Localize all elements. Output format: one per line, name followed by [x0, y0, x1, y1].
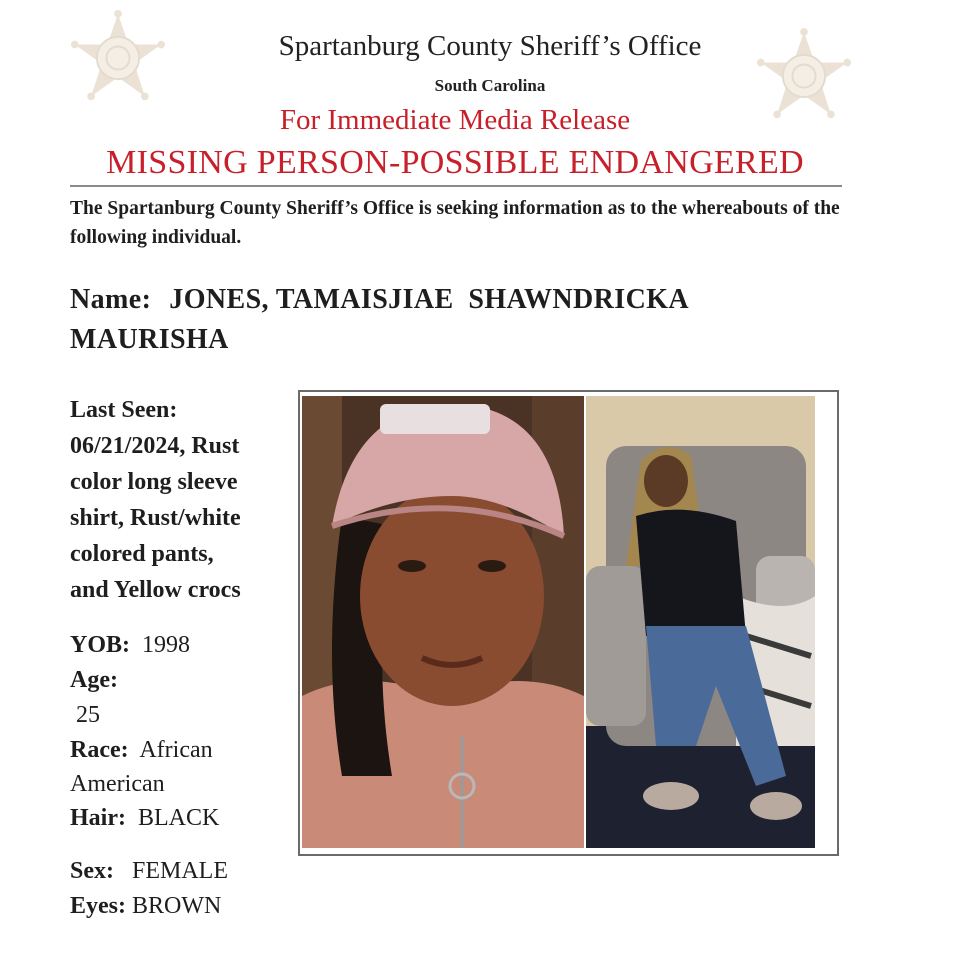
sex-value: FEMALE: [132, 858, 228, 884]
state-subtitle: South Carolina: [434, 76, 546, 95]
age-value: 25: [76, 702, 100, 728]
person-details: [70, 392, 300, 924]
alert-title: MISSING PERSON-POSSIBLE ENDANGERED: [106, 144, 804, 181]
hair-value: BLACK: [137, 805, 220, 831]
photo-frame: [298, 390, 839, 856]
age-label: Age:: [70, 667, 118, 693]
race-value: African American: [70, 737, 213, 797]
divider: [70, 185, 842, 187]
yob-label: YOB:: [70, 632, 130, 658]
name-label: Name:: [70, 284, 152, 315]
eyes-value: BROWN: [132, 893, 222, 919]
person-photo-closeup: [302, 396, 584, 848]
last-seen-value: 06/21/2024, Rust color long sleeve shirt, Rust/white colored pants, and Yellow crocs: [70, 433, 241, 603]
sex-label: Sex:: [70, 858, 114, 884]
person-name: [70, 280, 850, 360]
agency-title: Spartanburg County Sheriff’s Office: [278, 30, 702, 62]
yob-value: 1998: [142, 632, 190, 658]
person-photo-full: [586, 396, 815, 848]
name-value-line1: JONES, TAMAISJIAE SHAWNDRICKA: [169, 284, 690, 315]
eyes-label: Eyes:: [70, 893, 126, 919]
hair-label: Hair:: [70, 805, 126, 831]
race-label: Race:: [70, 737, 129, 763]
intro-text: The Spartanburg County Sheriff’s Office is seeking information as to the whereabouts of the following individual.: [70, 198, 840, 248]
last-seen-label: Last Seen:: [70, 397, 178, 423]
name-value-line2: MAURISHA: [70, 324, 229, 355]
release-type: For Immediate Media Release: [279, 104, 631, 136]
